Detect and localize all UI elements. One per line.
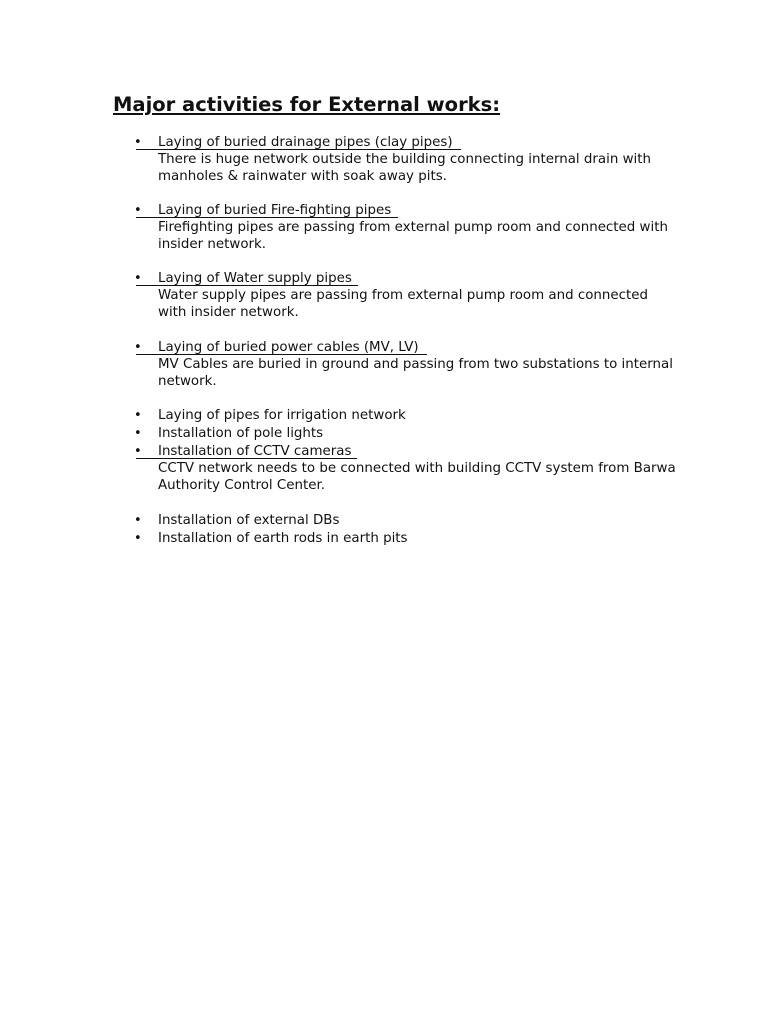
list-item [134,512,694,529]
list-item [134,425,694,442]
bullet-icon: • [134,513,142,528]
bullet-icon: • [134,271,142,286]
item-label: Laying of buried power cables (MV, LV) [158,340,419,355]
bullet-icon: • [134,340,142,355]
item-label: Laying of Water supply pipes [158,271,352,286]
item-label: Laying of pipes for irrigation network [158,408,406,423]
list-item [134,270,694,321]
list-item [134,443,694,494]
list-item [134,407,694,424]
item-description: Firefighting pipes are passing from external pump room and connected with insider network. [158,220,668,252]
item-label: Laying of buried drainage pipes (clay pipes) [158,135,453,150]
bullet-icon: • [134,444,142,459]
item-description: There is huge network outside the building connecting internal drain with manholes & rainwater with soak away pits. [158,152,651,184]
list-item [134,134,694,185]
bullet-icon: • [134,426,142,441]
bullet-icon: • [134,408,142,423]
item-description: CCTV network needs to be connected with building CCTV system from Barwa Authority Control Center. [158,461,676,493]
bullet-icon: • [134,531,142,546]
item-label: Laying of buried Fire-fighting pipes [158,203,392,218]
item-label: Installation of external DBs [158,513,340,528]
bullet-icon: • [134,203,142,218]
item-label: Installation of earth rods in earth pits [158,531,408,546]
list-item [134,530,694,547]
item-description: Water supply pipes are passing from external pump room and connected with insider network. [158,288,648,320]
item-label: Installation of pole lights [158,426,324,441]
item-description: MV Cables are buried in ground and passing from two substations to internal network. [158,357,673,389]
list-item [134,339,694,390]
bullet-icon: • [134,135,142,150]
page-heading: Major activities for External works: [113,93,501,116]
list-item [134,202,694,253]
item-label: Installation of CCTV cameras [158,444,352,459]
